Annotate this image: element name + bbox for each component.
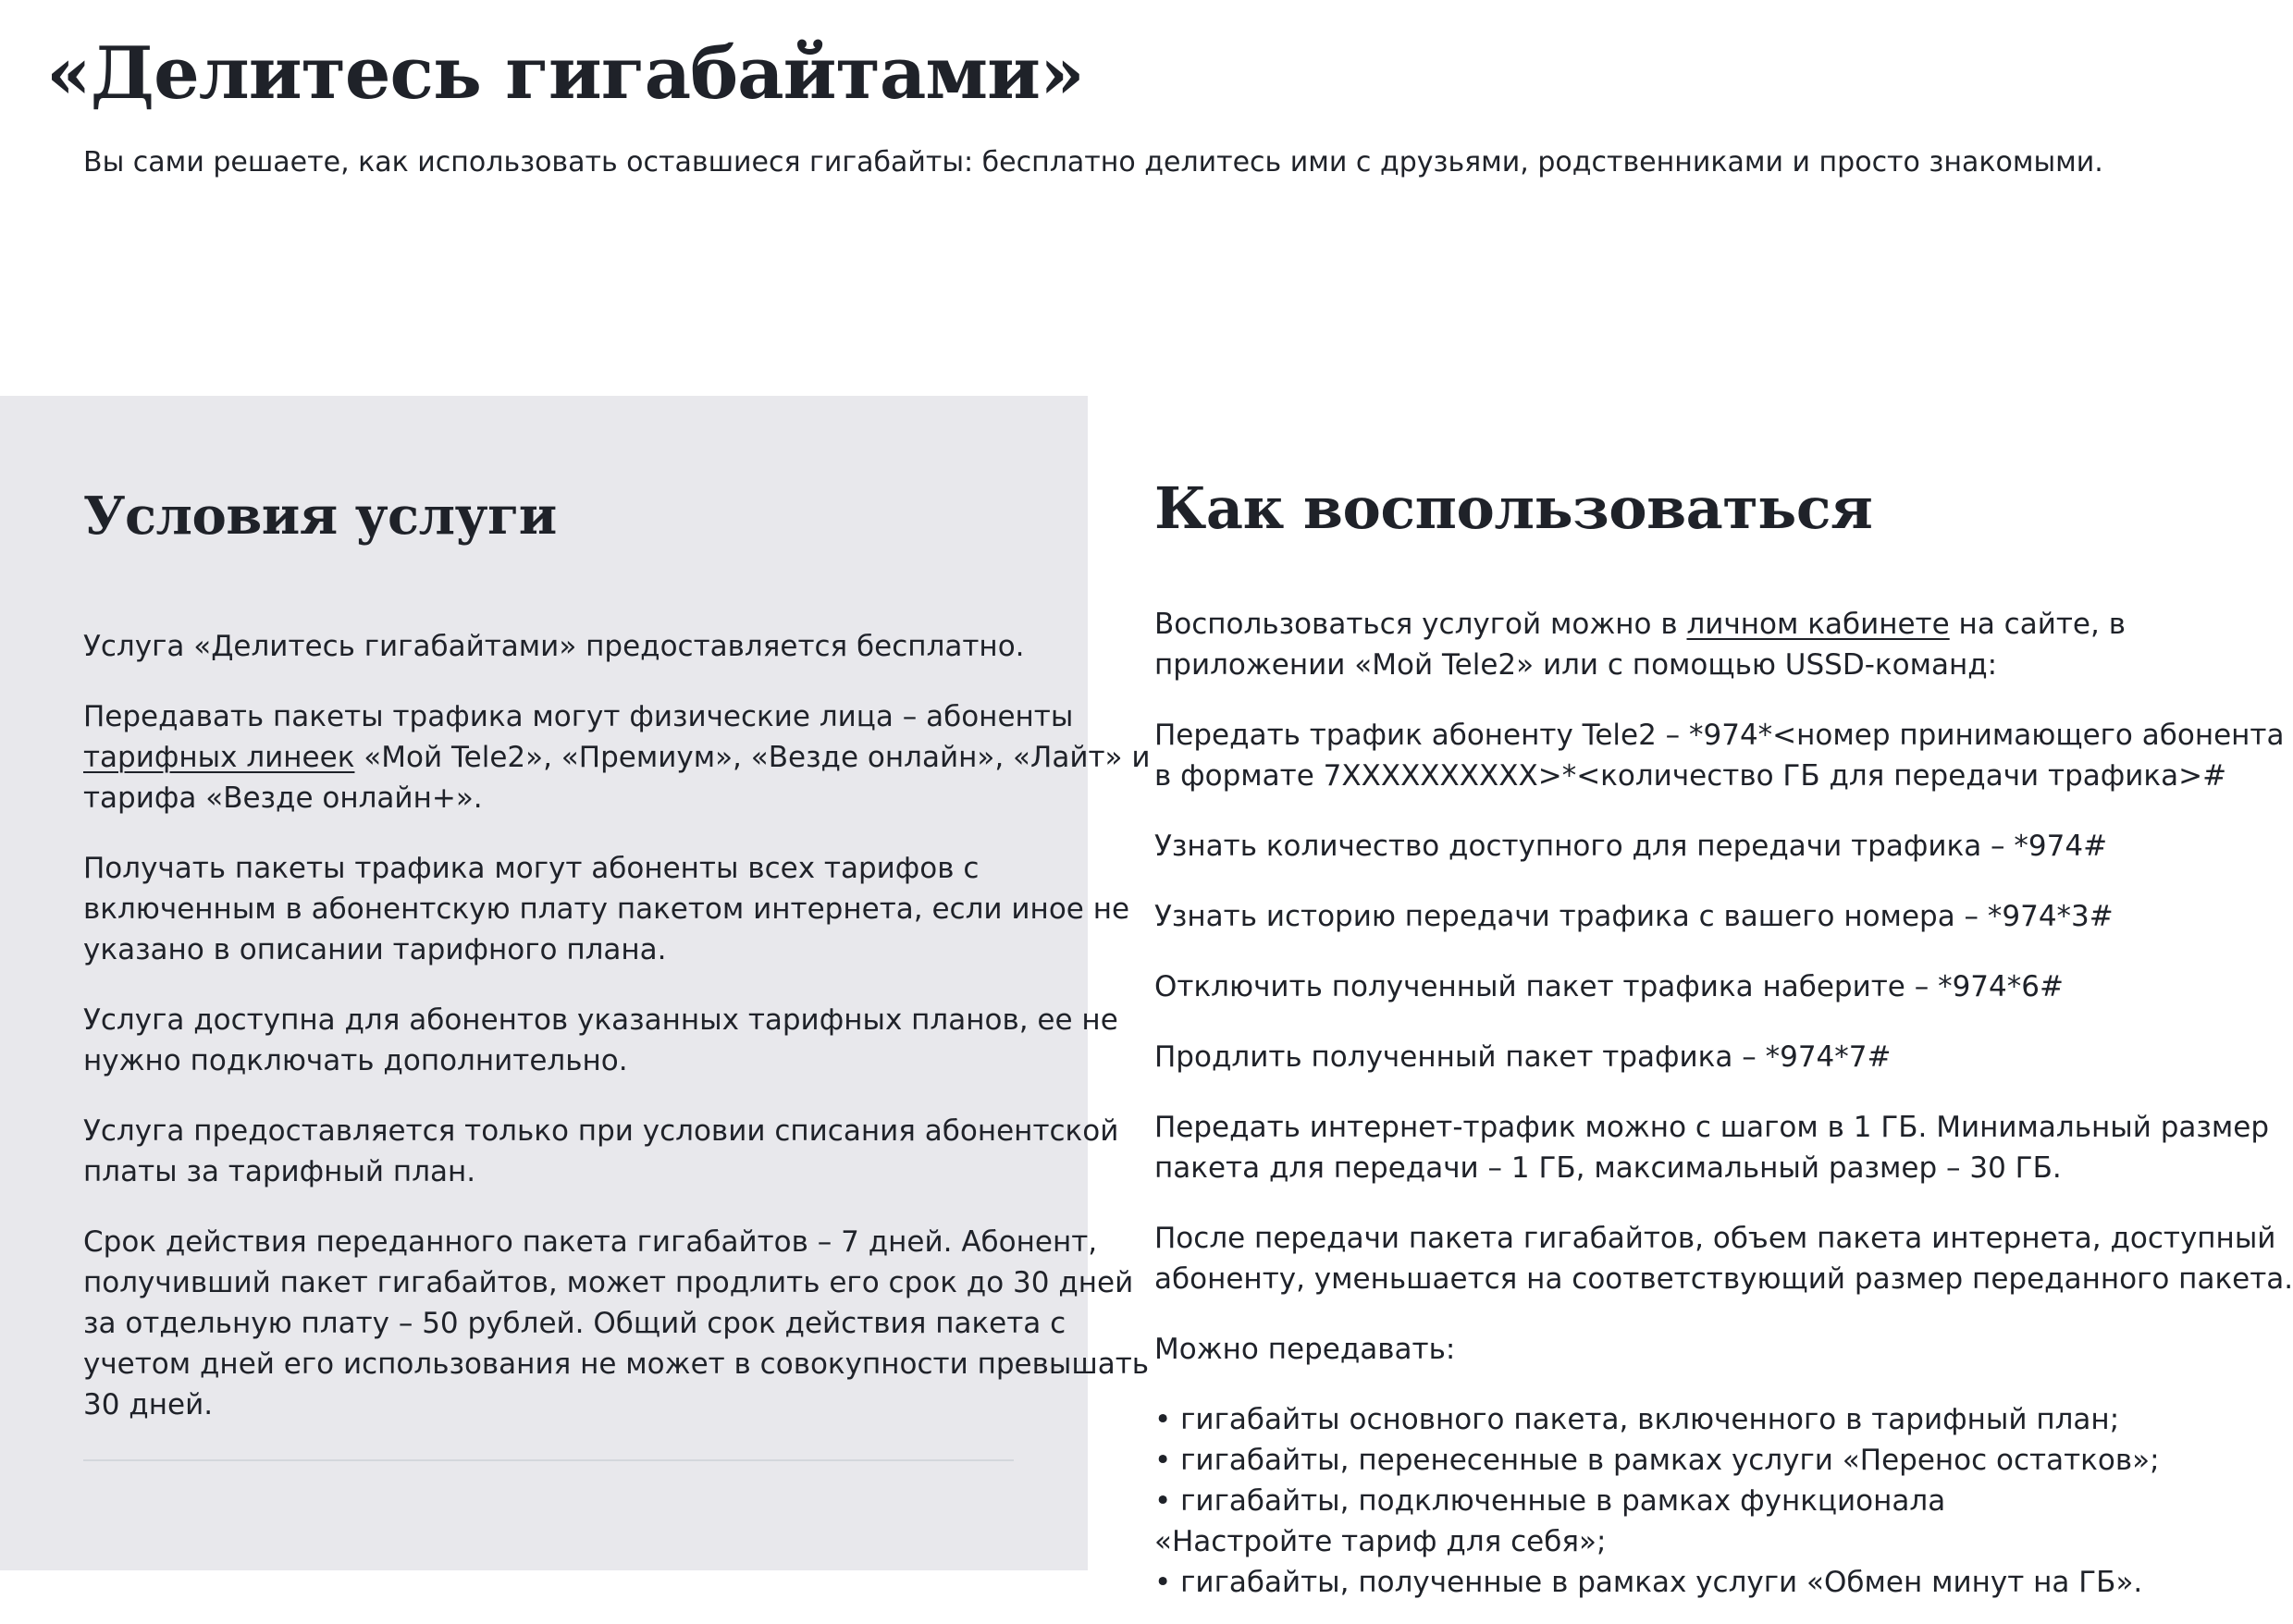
conditions-fee-paragraph xyxy=(83,1111,1119,1192)
conditions-heading: Условия услуги xyxy=(83,486,557,547)
conditions-fee-line-1: Услуга предоставляется только при условии списания абонентской xyxy=(83,1114,1119,1148)
list-item: • гигабайты основного пакета, включенного в тарифный план; xyxy=(1154,1403,2120,1436)
conditions-divider xyxy=(83,1459,1014,1461)
usage-extend-command: Продлить полученный пакет трафика – *974*7# xyxy=(1154,1040,1892,1074)
conditions-senders-line-3: тарифа «Везде онлайн+». xyxy=(83,781,483,815)
conditions-validity-line-2: получивший пакет гигабайтов, может продлить его срок до 30 дней xyxy=(83,1266,1134,1299)
usage-transfer-line-1: Передать трафик абоненту Tele2 – *974*<номер принимающего абонента xyxy=(1154,719,2285,752)
conditions-senders-paragraph xyxy=(83,696,1151,818)
usage-check-command: Узнать количество доступного для передачи трафика – *974# xyxy=(1154,830,2108,863)
personal-account-link[interactable]: личном кабинете xyxy=(1686,608,1950,641)
usage-step-line-2: пакета для передачи – 1 ГБ, максимальный размер – 30 ГБ. xyxy=(1154,1151,2062,1185)
conditions-senders-line-1: Передавать пакеты трафика могут физические лица – абоненты xyxy=(83,700,1074,733)
list-item: • гигабайты, подключенные в рамках функционала xyxy=(1154,1484,1946,1518)
usage-step-line-1: Передать интернет-трафик можно с шагом в 1 ГБ. Минимальный размер xyxy=(1154,1111,2270,1144)
usage-step-paragraph xyxy=(1154,1107,2270,1188)
usage-after-line-1: После передачи пакета гигабайтов, объем пакета интернета, доступный xyxy=(1154,1222,2276,1255)
usage-after-line-2: абоненту, уменьшается на соответствующий размер переданного пакета. xyxy=(1154,1262,2293,1296)
usage-text xyxy=(1154,604,2293,1603)
usage-transfer-list xyxy=(1154,1399,2160,1603)
conditions-validity-paragraph xyxy=(83,1222,1150,1425)
page-title: «Делитесь гигабайтами» xyxy=(46,31,1084,116)
list-item-continuation: «Настройте тариф для себя»; xyxy=(1154,1525,1607,1558)
conditions-receivers-paragraph xyxy=(83,848,1130,970)
usage-can-transfer-label: Можно передавать: xyxy=(1154,1333,1456,1366)
conditions-receivers-line-3: указано в описании тарифного плана. xyxy=(83,933,667,966)
conditions-validity-line-4: учетом дней его использования не может в совокупности превышать xyxy=(83,1347,1150,1381)
list-item: • гигабайты, перенесенные в рамках услуги «Перенос остатков»; xyxy=(1154,1444,2160,1477)
usage-intro-text: Воспользоваться услугой можно в xyxy=(1154,608,1687,641)
usage-after-paragraph xyxy=(1154,1218,2293,1299)
conditions-free-paragraph: Услуга «Делитесь гигабайтами» предоставляется бесплатно. xyxy=(83,630,1025,663)
usage-intro-line-2: приложении «Мой Tele2» или с помощью USSD-команд: xyxy=(1154,648,1998,682)
conditions-availability-line-2: нужно подключать дополнительно. xyxy=(83,1044,628,1077)
usage-intro-paragraph xyxy=(1154,604,2153,685)
usage-history-command: Узнать историю передачи трафика с вашего номера – *974*3# xyxy=(1154,900,2114,933)
conditions-receivers-line-2: включенным в абонентскую плату пакетом интернета, если иное не xyxy=(83,892,1130,926)
page-lead: Вы сами решаете, как использовать оставшиеся гигабайты: бесплатно делитесь ими с друзьями, родственниками и просто знакомыми. xyxy=(83,146,2103,178)
conditions-fee-line-2: платы за тарифный план. xyxy=(83,1155,476,1188)
conditions-availability-paragraph xyxy=(83,1000,1118,1081)
tariff-lines-link[interactable]: тарифных линеек xyxy=(83,741,355,774)
list-item: • гигабайты, полученные в рамках услуги «Обмен минут на ГБ». xyxy=(1154,1566,2143,1599)
usage-heading: Как воспользоваться xyxy=(1154,474,1873,542)
usage-transfer-command xyxy=(1154,715,2285,796)
conditions-text xyxy=(83,626,1151,1425)
usage-intro-text-after: на сайте, в xyxy=(1949,608,2126,641)
conditions-senders-line-2: «Мой Tele2», «Премиум», «Везде онлайн», «Лайт» и xyxy=(354,741,1151,774)
conditions-availability-line-1: Услуга доступна для абонентов указанных тарифных планов, ее не xyxy=(83,1003,1118,1037)
usage-disable-command: Отключить полученный пакет трафика наберите – *974*6# xyxy=(1154,970,2064,1003)
conditions-validity-line-1: Срок действия переданного пакета гигабайтов – 7 дней. Абонент, xyxy=(83,1225,1098,1259)
conditions-receivers-line-1: Получать пакеты трафика могут абоненты всех тарифов с xyxy=(83,852,980,885)
conditions-validity-line-5: 30 дней. xyxy=(83,1388,214,1421)
conditions-validity-line-3: за отдельную плату – 50 рублей. Общий срок действия пакета с xyxy=(83,1307,1066,1340)
usage-transfer-line-2: в формате 7XXXXXXXXXX>*<количество ГБ для передачи трафика># xyxy=(1154,759,2227,793)
